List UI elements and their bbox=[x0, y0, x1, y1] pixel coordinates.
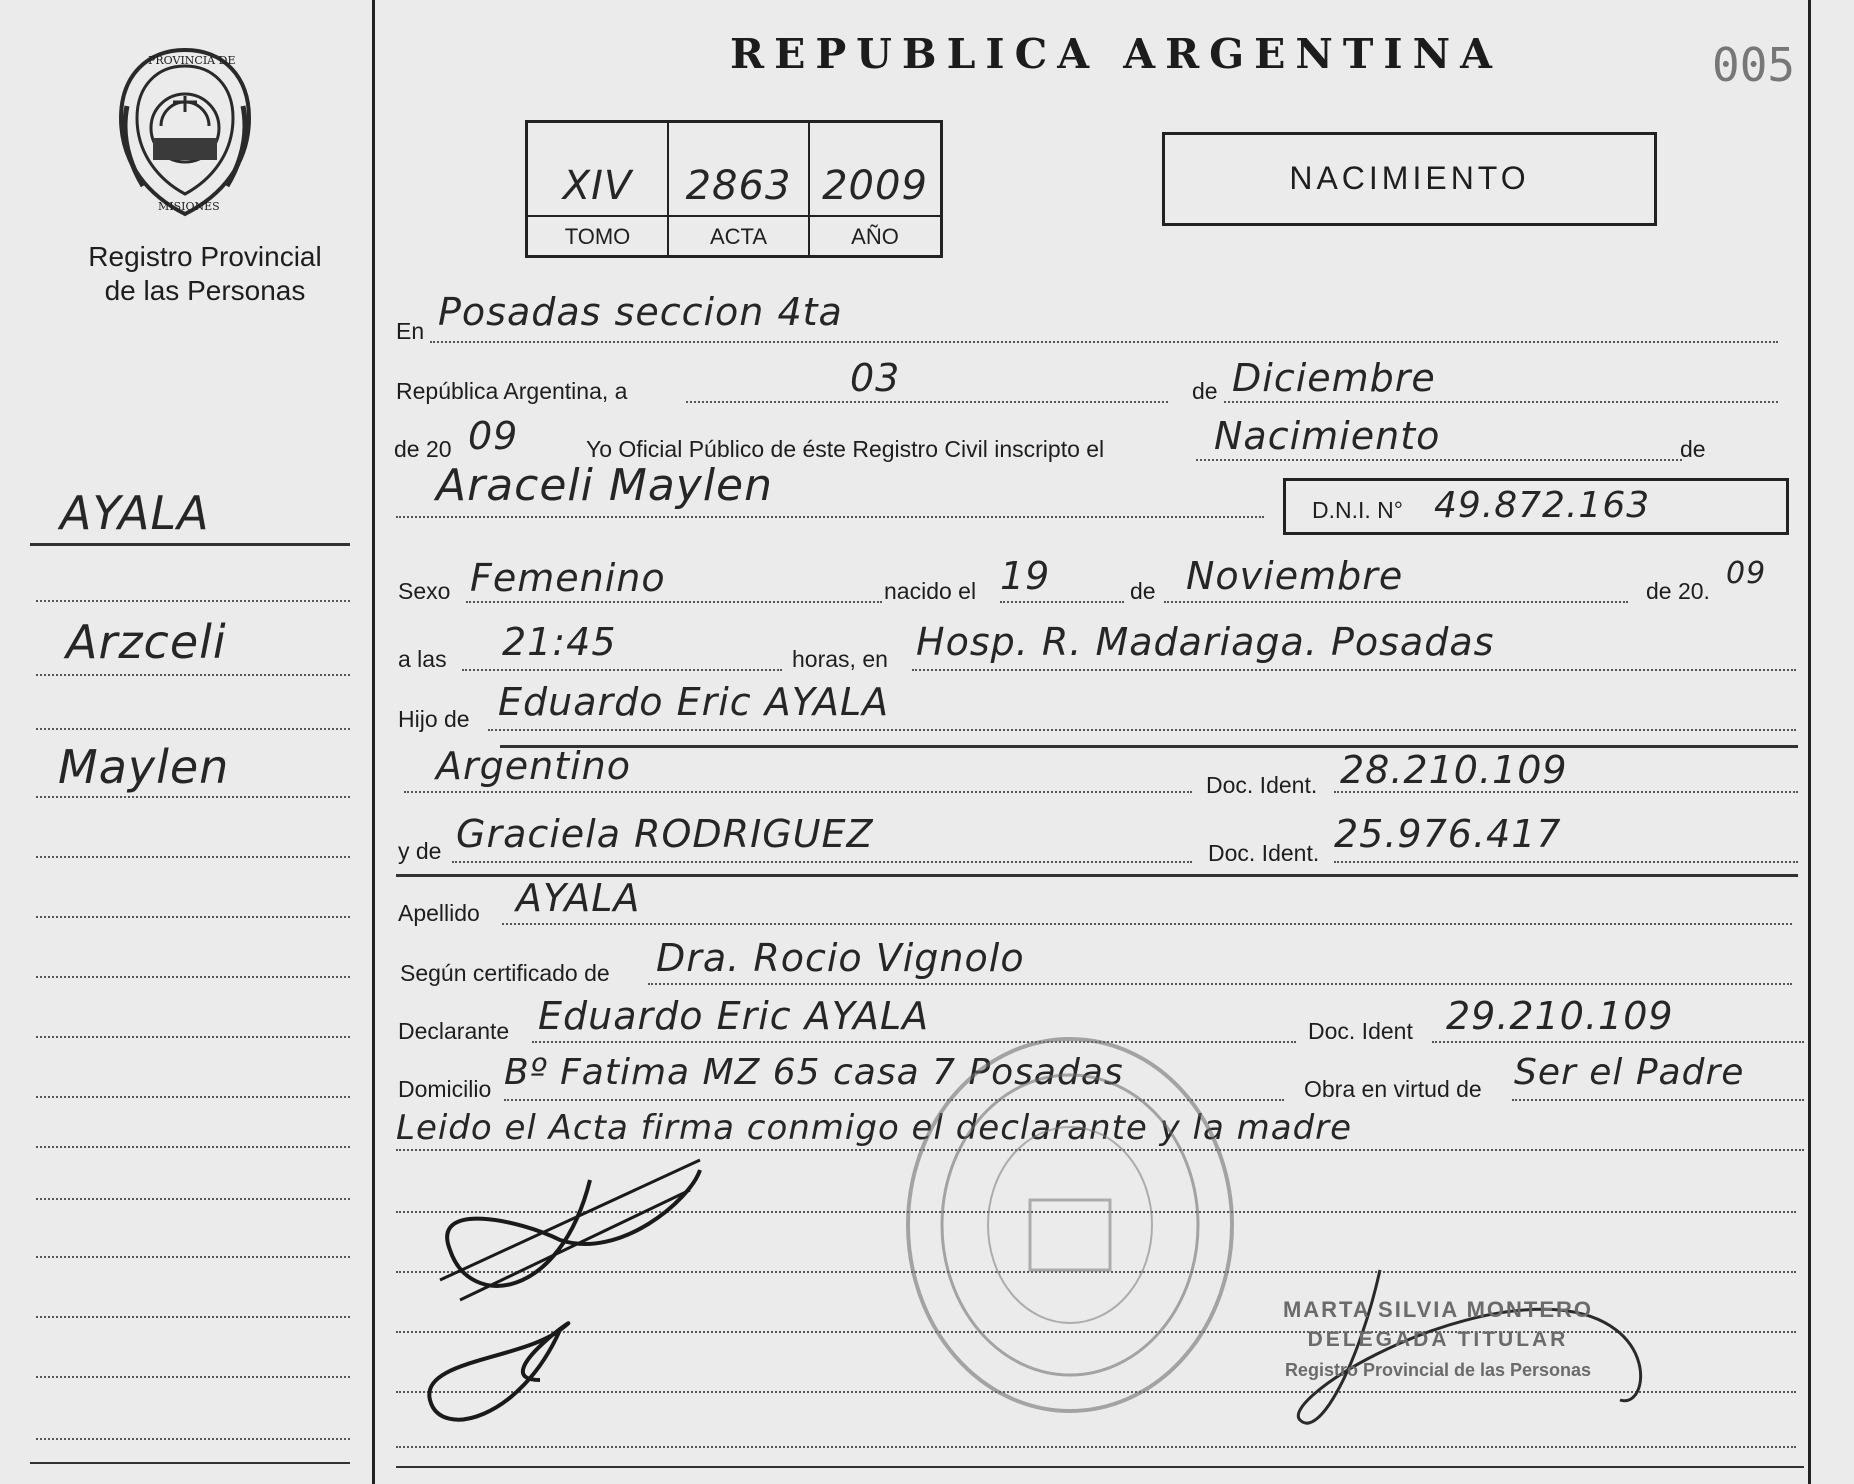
sidebar-line bbox=[36, 1096, 350, 1098]
blank-line bbox=[502, 923, 1792, 925]
sidebar-line bbox=[36, 856, 350, 858]
label-a-las: a las bbox=[398, 646, 447, 672]
label-doc-ident2: Doc. Ident. bbox=[1208, 840, 1320, 866]
registry-label bbox=[30, 240, 380, 308]
field-father: Eduardo Eric AYALA bbox=[498, 680, 890, 724]
blank-line bbox=[1224, 401, 1778, 403]
field-act-kind: Nacimiento bbox=[1214, 414, 1441, 458]
province-seal-icon bbox=[113, 46, 257, 218]
anio-value: 2009 bbox=[822, 163, 928, 209]
sidebar-line bbox=[36, 600, 350, 602]
label-yo-oficial: Yo Oficial Público de éste Registro Civil inscripto el bbox=[586, 436, 1105, 462]
label-dni: D.N.I. N° bbox=[1312, 497, 1403, 523]
sidebar-second-name: Maylen bbox=[58, 740, 230, 794]
sidebar-surname: AYALA bbox=[60, 486, 210, 540]
field-address: Bº Fatima MZ 65 casa 7 Posadas bbox=[504, 1052, 1124, 1093]
field-birth-time: 21:45 bbox=[502, 620, 617, 664]
field-sex: Femenino bbox=[470, 556, 666, 600]
field-father-nationality: Argentino bbox=[436, 744, 631, 788]
field-birth-day: 19 bbox=[1000, 554, 1051, 598]
blank-line bbox=[462, 669, 782, 671]
tomo-cell bbox=[528, 123, 669, 255]
label-nacido: nacido el bbox=[884, 578, 977, 604]
label-apellido: Apellido bbox=[398, 900, 480, 926]
blank-line bbox=[686, 401, 1168, 403]
field-surname: AYALA bbox=[516, 876, 641, 920]
official-stamp bbox=[1248, 1295, 1628, 1385]
blank-line bbox=[1000, 601, 1124, 603]
registry-stamp-icon bbox=[900, 1030, 1240, 1420]
official-organization: Registro Provincial de las Personas bbox=[1284, 1360, 1592, 1380]
underline bbox=[500, 745, 1798, 748]
right-margin-line bbox=[1808, 0, 1811, 1484]
acta-label: ACTA bbox=[669, 215, 808, 257]
field-capacity: Ser el Padre bbox=[1514, 1052, 1745, 1093]
label-republica: República Argentina, a bbox=[396, 378, 628, 404]
field-place: Posadas seccion 4ta bbox=[438, 290, 843, 334]
sidebar-line bbox=[36, 1146, 350, 1148]
blank-line bbox=[1512, 1099, 1804, 1101]
anio-cell bbox=[810, 123, 940, 255]
tomo-label: TOMO bbox=[528, 215, 667, 257]
field-certificate-by: Dra. Rocio Vignolo bbox=[656, 936, 1025, 980]
label-de: de bbox=[1192, 378, 1218, 404]
registry-label-line2: de las Personas bbox=[104, 275, 306, 306]
field-birth-year-suffix: 09 bbox=[1726, 556, 1767, 591]
blank-line bbox=[1196, 459, 1682, 461]
sidebar-line bbox=[36, 1256, 350, 1258]
sidebar-line bbox=[36, 728, 350, 730]
label-horas: horas, en bbox=[792, 646, 888, 672]
label-hijo-de: Hijo de bbox=[398, 706, 470, 732]
label-de-20b: de 20. bbox=[1646, 578, 1710, 604]
sidebar-line bbox=[36, 976, 350, 978]
field-declarant-doc: 29.210.109 bbox=[1446, 994, 1674, 1038]
sidebar-line bbox=[30, 1462, 350, 1464]
label-de3: de bbox=[1130, 578, 1156, 604]
blank-line bbox=[648, 983, 1792, 985]
official-name: MARTA SILVIA MONTERO bbox=[1282, 1297, 1594, 1322]
folio-number: 005 bbox=[1712, 38, 1796, 92]
label-domicilio: Domicilio bbox=[398, 1076, 492, 1102]
field-closing-note: Leido el Acta firma conmigo el declarante y la madre bbox=[396, 1108, 1353, 1148]
blank-line bbox=[1432, 1041, 1804, 1043]
blank-line bbox=[1334, 861, 1798, 863]
field-declarant: Eduardo Eric AYALA bbox=[538, 994, 930, 1038]
record-type-box: NACIMIENTO bbox=[1162, 132, 1657, 226]
label-sexo: Sexo bbox=[398, 578, 451, 604]
blank-line bbox=[488, 729, 1796, 731]
sidebar-line bbox=[36, 1316, 350, 1318]
label-doc-ident3: Doc. Ident bbox=[1308, 1018, 1413, 1044]
label-segun: Según certificado de bbox=[400, 960, 610, 986]
sidebar-line bbox=[36, 796, 350, 798]
official-title: DELEGADA TITULAR bbox=[1307, 1328, 1569, 1351]
sidebar-line bbox=[36, 674, 350, 676]
dni-box bbox=[1283, 478, 1789, 535]
field-dni-number: 49.872.163 bbox=[1434, 485, 1651, 526]
acta-cell bbox=[669, 123, 810, 255]
seal-text-top: PROVINCIA DE bbox=[148, 54, 236, 67]
seal-text-bottom: MISIONES bbox=[158, 200, 220, 213]
page-title: REPUBLICA ARGENTINA bbox=[730, 30, 1502, 78]
label-de2: de bbox=[1680, 436, 1706, 462]
label-declarante: Declarante bbox=[398, 1018, 510, 1044]
blank-line bbox=[396, 1446, 1796, 1448]
field-year-suffix: 09 bbox=[468, 414, 519, 458]
sidebar-line bbox=[36, 1198, 350, 1200]
label-y-de: y de bbox=[398, 838, 442, 864]
sidebar-line bbox=[36, 1376, 350, 1378]
registry-label-line1: Registro Provincial bbox=[88, 241, 322, 272]
field-mother: Graciela RODRIGUEZ bbox=[456, 812, 874, 856]
blank-line bbox=[396, 516, 1264, 518]
blank-line bbox=[1164, 601, 1628, 603]
sidebar-line bbox=[36, 1036, 350, 1038]
blank-line bbox=[430, 341, 1778, 343]
field-birth-month: Noviembre bbox=[1186, 554, 1404, 598]
field-child-names: Araceli Maylen bbox=[436, 460, 773, 511]
blank-line bbox=[466, 601, 882, 603]
field-month: Diciembre bbox=[1232, 356, 1436, 400]
label-doc-ident1: Doc. Ident. bbox=[1206, 772, 1318, 798]
bottom-line bbox=[396, 1466, 1804, 1468]
blank-line bbox=[404, 791, 1192, 793]
field-father-doc: 28.210.109 bbox=[1340, 748, 1568, 792]
tomo-value: XIV bbox=[562, 163, 633, 209]
label-obra: Obra en virtud de bbox=[1304, 1076, 1482, 1102]
record-reference-box bbox=[525, 120, 943, 258]
blank-line bbox=[912, 669, 1796, 671]
anio-label: AÑO bbox=[810, 215, 940, 257]
sidebar-line bbox=[30, 543, 350, 546]
sidebar-line bbox=[36, 916, 350, 918]
blank-line bbox=[452, 861, 1192, 863]
label-de-20: de 20 bbox=[394, 436, 452, 462]
label-en: En bbox=[396, 318, 425, 344]
acta-value: 2863 bbox=[685, 163, 792, 209]
left-margin-line bbox=[372, 0, 375, 1484]
sidebar-line bbox=[36, 1438, 350, 1440]
field-birth-place: Hosp. R. Madariaga. Posadas bbox=[916, 620, 1495, 664]
field-day: 03 bbox=[850, 356, 901, 400]
field-mother-doc: 25.976.417 bbox=[1334, 812, 1562, 856]
sidebar-first-name: Arzceli bbox=[66, 615, 227, 669]
